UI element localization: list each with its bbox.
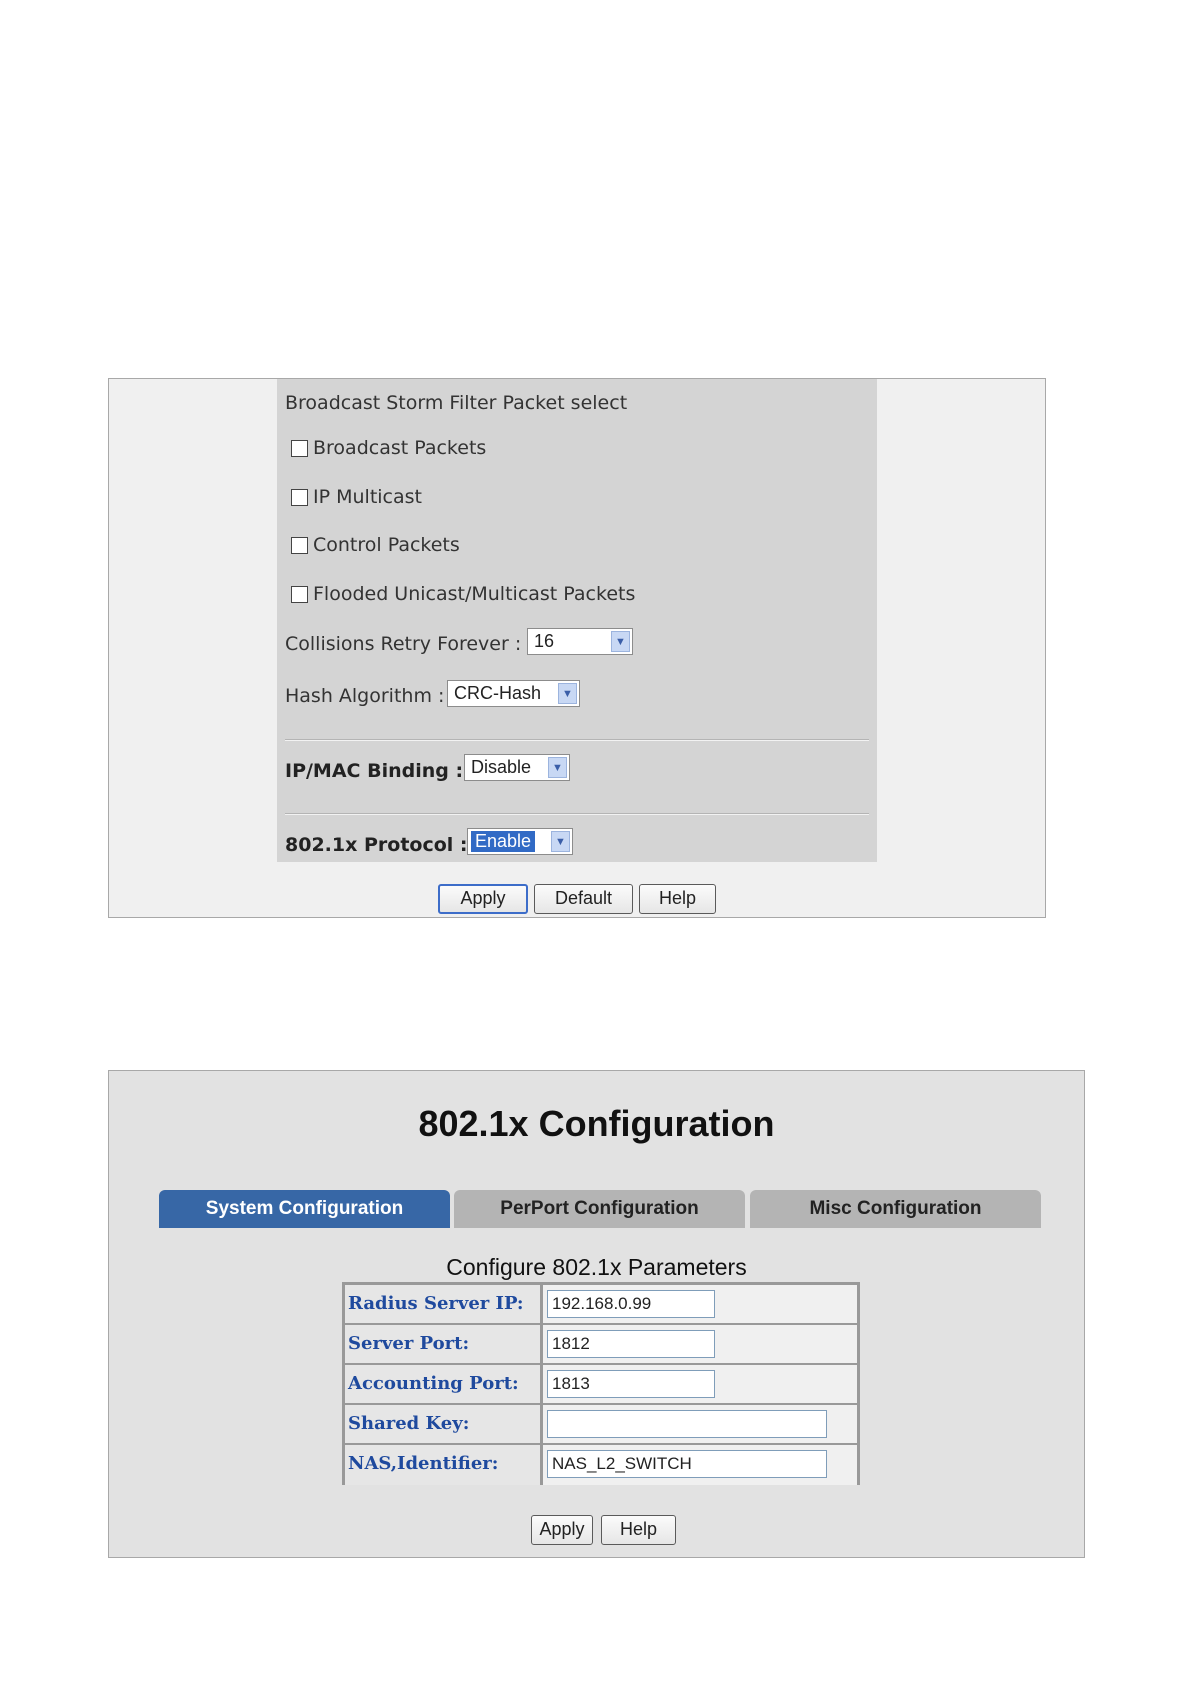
hash-label: Hash Algorithm : [285, 685, 445, 707]
tab-perport-configuration[interactable]: PerPort Configuration [454, 1190, 745, 1228]
chevron-down-icon[interactable]: ▼ [558, 683, 577, 704]
checkbox-ip-multicast[interactable] [291, 489, 308, 506]
table-row [345, 1285, 857, 1325]
section-subtitle: Configure 802.1x Parameters [446, 1254, 747, 1280]
tab-misc-configuration[interactable]: Misc Configuration [750, 1190, 1041, 1228]
chevron-down-icon[interactable]: ▼ [548, 757, 567, 778]
help-button[interactable]: Help [601, 1515, 676, 1545]
chevron-down-icon[interactable]: ▼ [611, 631, 630, 652]
apply-button[interactable]: Apply [438, 884, 528, 914]
checkbox-label-control-packets: Control Packets [313, 534, 460, 556]
accounting-port-input[interactable] [547, 1370, 715, 1398]
checkbox-broadcast-packets[interactable] [291, 440, 308, 457]
table-row [345, 1445, 857, 1485]
storm-filter-screenshot [108, 378, 1046, 918]
shared-key-input[interactable] [547, 1410, 827, 1438]
help-button[interactable]: Help [639, 884, 716, 914]
field-label: Shared Key: [345, 1405, 543, 1443]
storm-filter-panel [277, 379, 877, 862]
table-row [345, 1365, 857, 1405]
ipmac-value: Disable [471, 757, 532, 777]
dot1x-config-screenshot [108, 1070, 1085, 1558]
protocol-select[interactable] [467, 828, 573, 855]
collisions-select[interactable] [527, 628, 633, 655]
checkbox-flooded-packets[interactable] [291, 586, 308, 603]
apply-button[interactable]: Apply [531, 1515, 593, 1545]
protocol-label: 802.1x Protocol : [285, 834, 468, 856]
collisions-label: Collisions Retry Forever : [285, 633, 522, 655]
field-label: Server Port: [345, 1325, 543, 1363]
checkbox-label-broadcast-packets: Broadcast Packets [313, 437, 487, 459]
checkbox-label-flooded-packets: Flooded Unicast/Multicast Packets [313, 583, 636, 605]
hash-select[interactable] [447, 680, 580, 707]
section-title: Broadcast Storm Filter Packet select [285, 392, 628, 414]
radius-server-ip-input[interactable] [547, 1290, 715, 1318]
tab-system-configuration[interactable]: System Configuration [159, 1190, 450, 1228]
parameters-table [342, 1282, 860, 1485]
checkbox-label-ip-multicast: IP Multicast [313, 486, 422, 508]
collisions-value: 16 [534, 631, 555, 651]
ipmac-label: IP/MAC Binding : [285, 760, 464, 782]
divider [285, 813, 869, 815]
field-label: Accounting Port: [345, 1365, 543, 1403]
default-button[interactable]: Default [534, 884, 633, 914]
table-row [345, 1325, 857, 1365]
hash-value: CRC-Hash [454, 683, 542, 703]
table-row [345, 1405, 857, 1445]
page-title: 802.1x Configuration [418, 1103, 775, 1144]
field-label: Radius Server IP: [345, 1285, 543, 1323]
nas-identifier-input[interactable] [547, 1450, 827, 1478]
ipmac-select[interactable] [464, 754, 570, 781]
checkbox-control-packets[interactable] [291, 537, 308, 554]
protocol-value: Enable [471, 831, 535, 852]
divider [285, 739, 869, 741]
chevron-down-icon[interactable]: ▼ [551, 831, 570, 852]
server-port-input[interactable] [547, 1330, 715, 1358]
field-label: NAS,Identifier: [345, 1445, 543, 1485]
